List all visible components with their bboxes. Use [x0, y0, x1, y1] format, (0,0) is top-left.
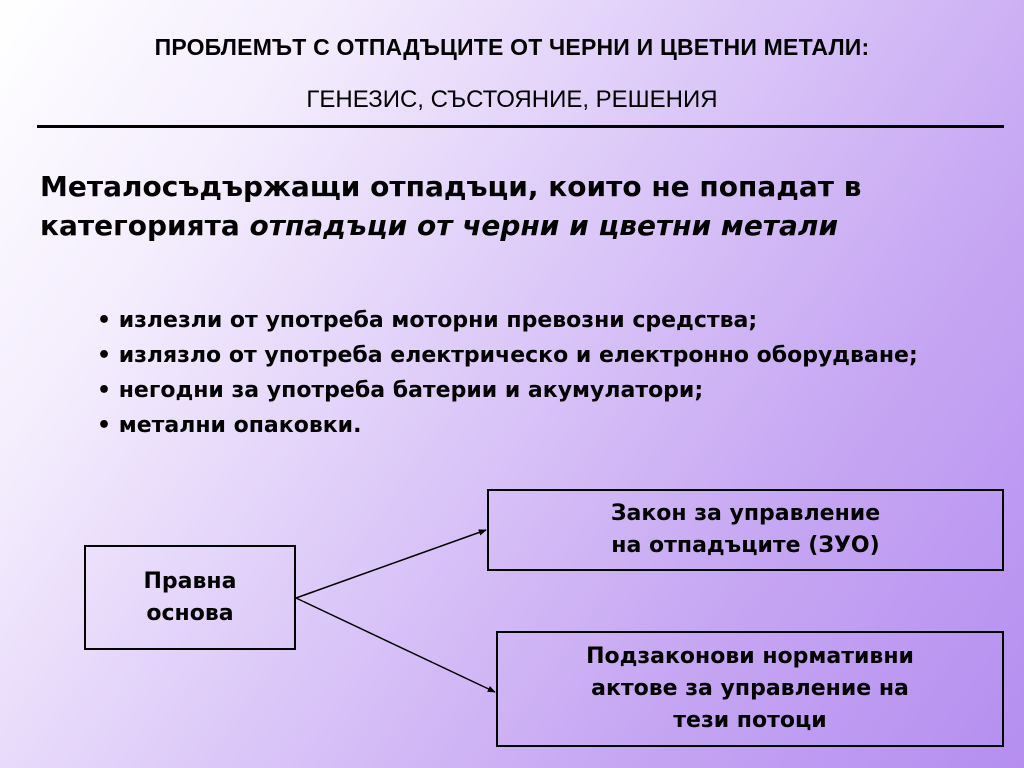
bullet-item: • негодни за употреба батерии и акумулатори;: [97, 378, 704, 403]
lead-text: Металосъдържащи отпадъци, които не попадат в категорията: [40, 170, 862, 242]
regulations-box: Подзаконови нормативни актове за управление на тези потоци: [496, 631, 1004, 747]
legal-basis-box: Правна основа: [84, 545, 296, 650]
bullet-item: • метални опаковки.: [97, 413, 362, 438]
title-divider: [37, 125, 1004, 128]
waste-law-box: Закон за управление на отпадъците (ЗУО): [487, 489, 1004, 571]
slide-title: ПРОБЛЕМЪТ С ОТПАДЪЦИТЕ ОТ ЧЕРНИ И ЦВЕТНИ МЕТАЛИ:: [154, 34, 870, 60]
slide-subtitle: ГЕНЕЗИС, СЪСТОЯНИЕ, РЕШЕНИЯ: [306, 86, 718, 113]
bullet-item: • излезли от употреба моторни превозни средства;: [97, 308, 758, 333]
lead-italic-text: отпадъци от черни и цветни метали: [249, 209, 839, 242]
bullet-list: [97, 303, 977, 443]
arrow-to-law: [296, 530, 486, 598]
bullet-item: • излязло от употреба електрическо и електронно оборудване;: [97, 343, 918, 368]
lead-paragraph: [40, 167, 1000, 245]
arrow-to-regulations: [296, 598, 495, 692]
